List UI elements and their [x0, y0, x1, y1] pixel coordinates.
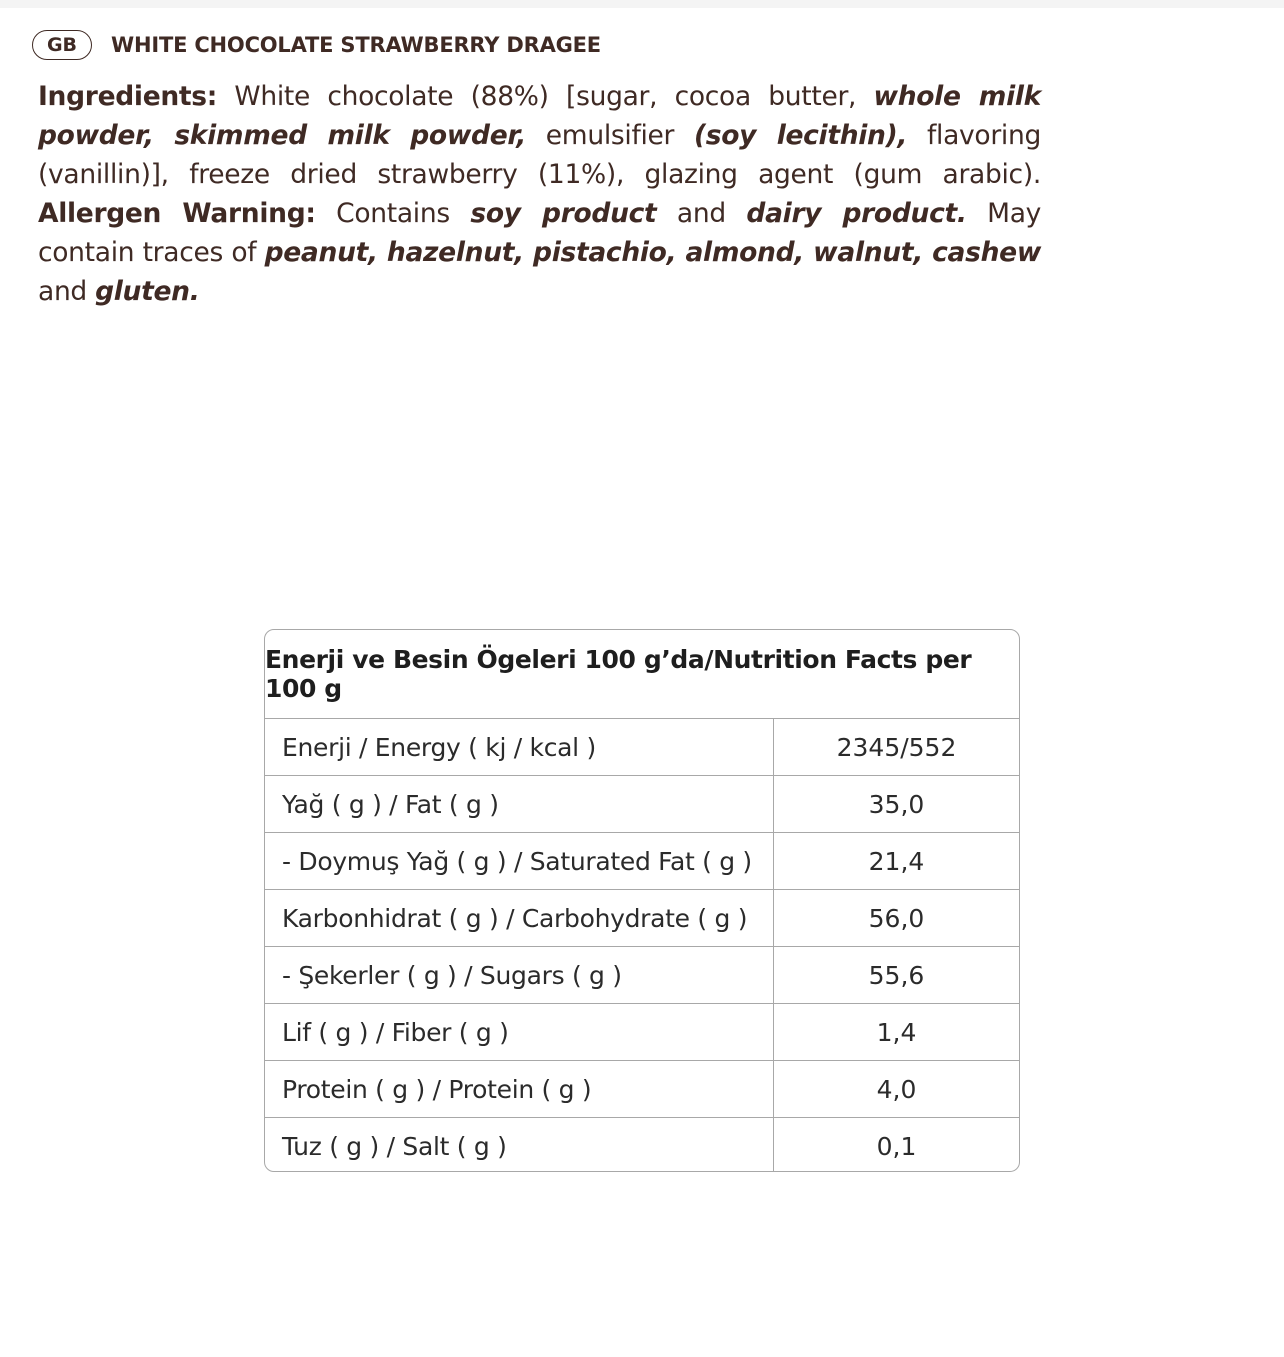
table-row: [265, 719, 1019, 776]
allergen-soy-product: soy product: [470, 198, 657, 229]
nutrient-label: Karbonhidrat ( g ) / Carbohydrate ( g ): [265, 890, 774, 946]
nutrient-label: Lif ( g ) / Fiber ( g ): [265, 1004, 774, 1060]
ingredients-text: White chocolate (88%) [sugar, cocoa butter,: [217, 81, 874, 112]
ingredients-text: and: [38, 276, 96, 307]
table-row: [265, 833, 1019, 890]
product-title: WHITE CHOCOLATE STRAWBERRY DRAGEE: [111, 33, 601, 57]
nutrient-label: Tuz ( g ) / Salt ( g ): [265, 1118, 774, 1172]
nutrient-value: 4,0: [876, 1074, 917, 1104]
table-row: [265, 1061, 1019, 1118]
nutrient-value: 1,4: [876, 1017, 917, 1047]
nutrient-value: 2345/552: [836, 732, 957, 762]
nutrient-label: Enerji / Energy ( kj / kcal ): [265, 719, 774, 775]
nutrient-value: 21,4: [868, 846, 925, 876]
country-code-badge: GB: [32, 30, 92, 60]
allergen-dairy-product: dairy product.: [746, 198, 967, 229]
nutrient-value: 35,0: [868, 789, 925, 819]
allergen-milk-powders: whole milk powder, skimmed milk powder,: [38, 81, 1041, 151]
ingredients-text: flavoring (vanillin)], freeze dried strawberry (11%), glazing agent (gum arabic).: [38, 120, 1041, 190]
nutrition-facts-table: [264, 629, 1020, 1172]
nutrient-label: Yağ ( g ) / Fat ( g ): [265, 776, 774, 832]
allergen-warning-label: Allergen Warning:: [38, 198, 316, 229]
allergen-soy-lecithin: (soy lecithin),: [693, 120, 908, 151]
top-edge-strip: [0, 0, 1284, 8]
nutrient-value: 56,0: [868, 903, 925, 933]
table-row: [265, 947, 1019, 1004]
ingredients-label: Ingredients:: [38, 81, 218, 112]
ingredients-text: emulsifier: [526, 120, 694, 151]
table-row: [265, 890, 1019, 947]
allergen-nuts: peanut, hazelnut, pistachio, almond, walnut, cashew: [264, 237, 1042, 268]
nutrient-label: Protein ( g ) / Protein ( g ): [265, 1061, 774, 1117]
nutrition-table-title: Enerji ve Besin Ögeleri 100 g’da/Nutrition Facts per 100 g: [265, 630, 1019, 719]
table-row: [265, 1004, 1019, 1061]
nutrient-value: 0,1: [876, 1131, 917, 1161]
ingredients-paragraph: [38, 77, 1041, 311]
ingredients-text: May contain traces of: [38, 198, 1042, 268]
table-row: [265, 1118, 1019, 1172]
ingredients-text: and: [656, 198, 747, 229]
nutrient-label: - Şekerler ( g ) / Sugars ( g ): [265, 947, 774, 1003]
ingredients-text: Contains: [315, 198, 471, 229]
allergen-gluten: gluten.: [95, 276, 200, 307]
nutrient-label: - Doymuş Yağ ( g ) / Saturated Fat ( g ): [265, 833, 774, 889]
table-row: [265, 776, 1019, 833]
nutrient-value: 55,6: [868, 960, 925, 990]
product-header: [32, 30, 601, 60]
